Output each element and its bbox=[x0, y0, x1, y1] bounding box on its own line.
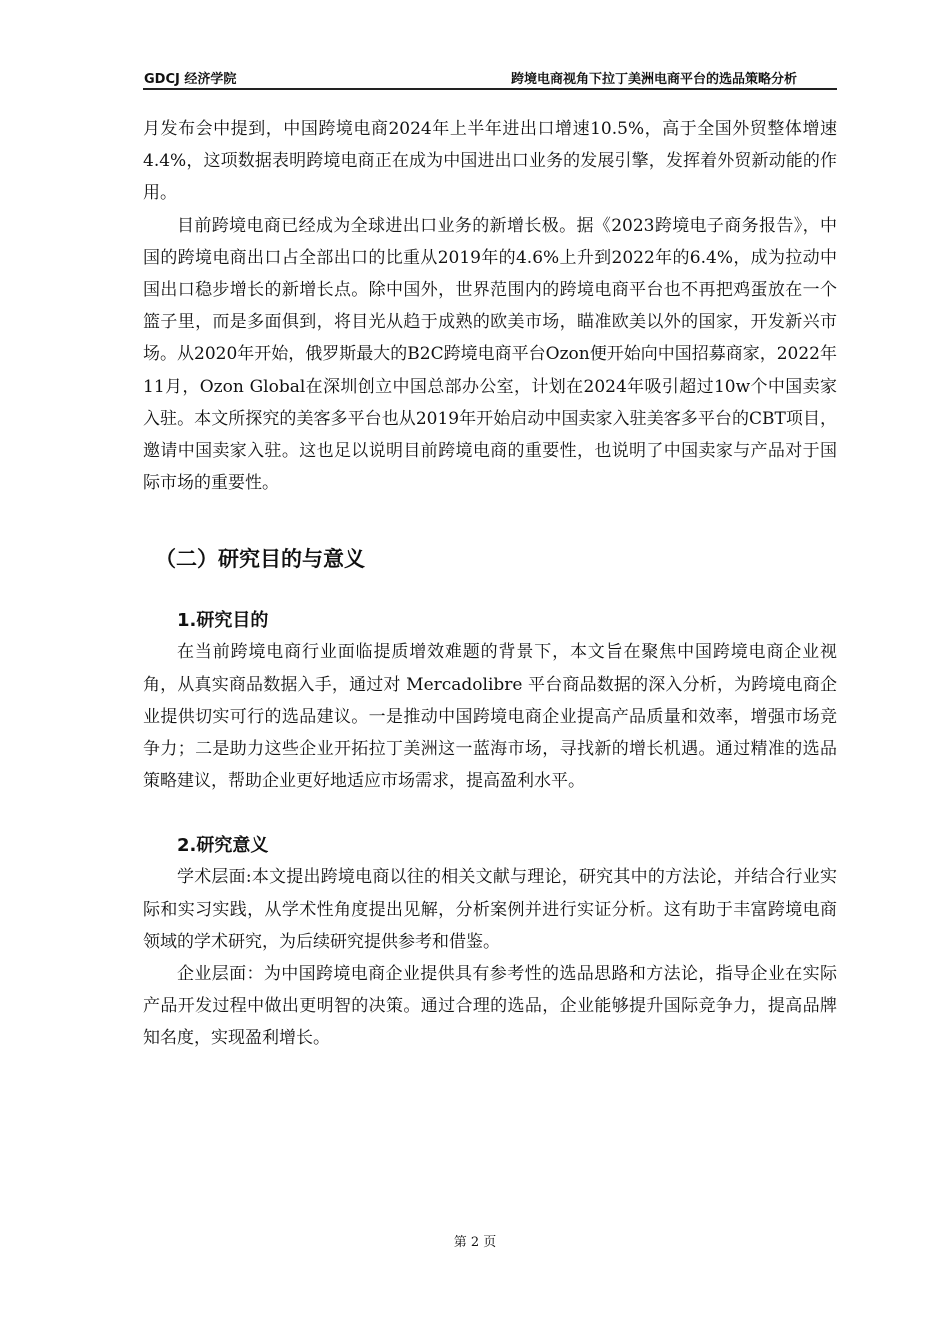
page-body bbox=[143, 113, 837, 1055]
subsection-heading-purpose: 1.研究目的 bbox=[177, 610, 269, 632]
paragraph-academic-level: 学术层面:本文提出跨境电商以往的相关文献与理论，研究其中的方法论，并结合行业实际和实习实践，从学术性角度提出见解，分析案例并进行实证分析。这有助于丰富跨境电商领域的学术研究，为后续研究提供参考和借鉴。 bbox=[143, 867, 837, 952]
header-paper-title: 跨境电商视角下拉丁美洲电商平台的选品策略分析 bbox=[510, 72, 797, 87]
paragraph-continued: 月发布会中提到，中国跨境电商2024年上半年进出口增速10.5%，高于全国外贸整体增速4.4%，这项数据表明跨境电商正在成为中国进出口业务的发展引擎，发挥着外贸新动能的作用。 bbox=[143, 119, 837, 204]
paragraph-growth-pole: 目前跨境电商已经成为全球进出口业务的新增长极。据《2023跨境电子商务报告》，中国的跨境电商出口占全部出口的比重从2019年的4.6%上升到2022年的6.4%，成为拉动中国出口稳步增长的新增长点。除中国外，世界范围内的跨境电商平台也不再把鸡蛋放在一个篮子里，而是多面俱到，将目光从趋于成熟的欧美市场，瞄准欧美以外的国家，开发新兴市场。从2020年开始，俄罗斯最大的B2C跨境电商平台Ozon便开始向中国招募商家，2022年11月，Ozon Global在深圳创立中国总部办公室，计划在2024年吸引超过10w个中国卖家入驻。本文所探究的美客多平台也从2019年开始启动中国卖家入驻美客多平台的CBT项目，邀请中国卖家入驻。这也足以说明目前跨境电商的重要性，也说明了中国卖家与产品对于国际市场的重要性。 bbox=[143, 215, 837, 494]
page-header bbox=[143, 60, 837, 90]
paragraph-purpose: 在当前跨境电商行业面临提质增效难题的背景下，本文旨在聚焦中国跨境电商企业视角，从真实商品数据入手，通过对 Mercadolibre 平台商品数据的深入分析，为跨境电商企业提供切实可行的选品建议。一是推动中国跨境电商企业提高产品质量和效率，增强市场竞争力；二是助力这些企业开拓拉丁美洲这一蓝海市场，寻找新的增长机遇。通过精准的选品策略建议，帮助企业更好地适应市场需求，提高盈利水平。 bbox=[143, 642, 837, 792]
paragraph-enterprise-level: 企业层面：为中国跨境电商企业提供具有参考性的选品思路和方法论，指导企业在实际产品开发过程中做出更明智的决策。通过合理的选品，企业能够提升国际竞争力，提高品牌知名度，实现盈利增长。 bbox=[143, 964, 837, 1049]
subsection-heading-significance: 2.研究意义 bbox=[177, 835, 269, 857]
section-heading-purpose-significance: （二）研究目的与意义 bbox=[155, 547, 365, 572]
page-number: 第 2 页 bbox=[453, 1235, 497, 1250]
header-institution: GDCJ 经济学院 bbox=[144, 72, 237, 87]
